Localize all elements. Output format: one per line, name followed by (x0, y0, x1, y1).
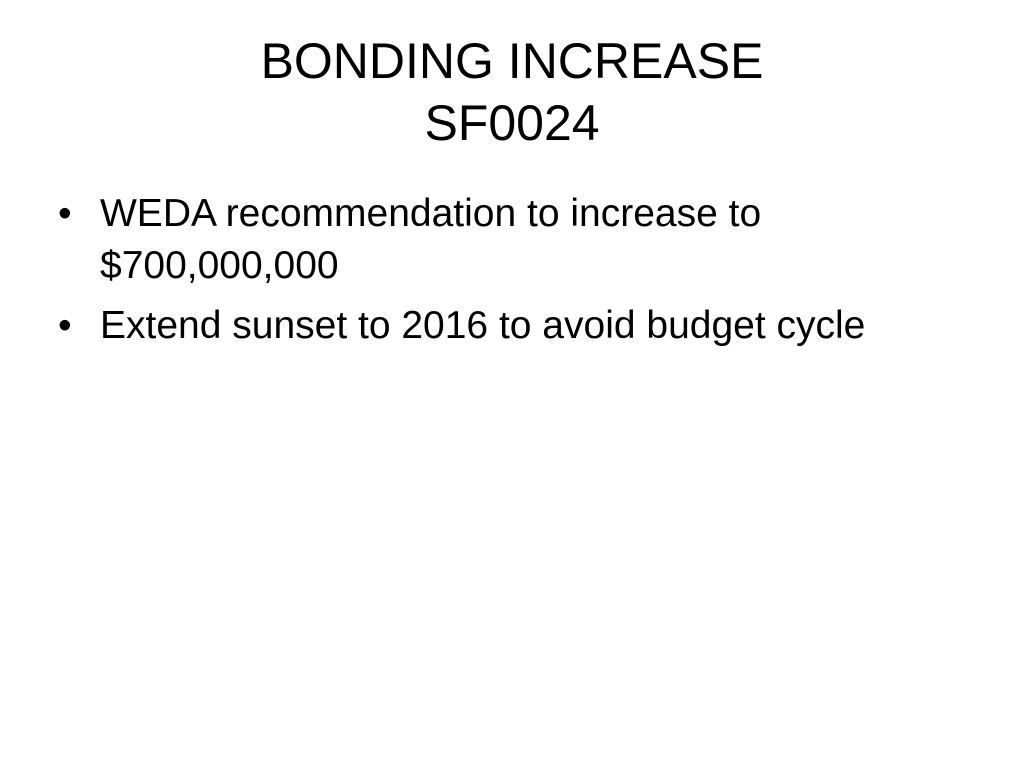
title-line-2: SF0024 (424, 95, 600, 151)
title-line-1: BONDING INCREASE (260, 33, 764, 89)
bullet-text: WEDA recommendation to increase to $700,000,000 (100, 192, 762, 287)
bullet-item (58, 300, 958, 352)
bullet-list (58, 188, 958, 360)
bullet-icon: • (58, 304, 72, 347)
bullet-item (58, 188, 958, 292)
bullet-icon: • (58, 192, 72, 235)
bullet-text: Extend sunset to 2016 to avoid budget cycle (100, 304, 866, 347)
slide-title (0, 30, 1024, 154)
